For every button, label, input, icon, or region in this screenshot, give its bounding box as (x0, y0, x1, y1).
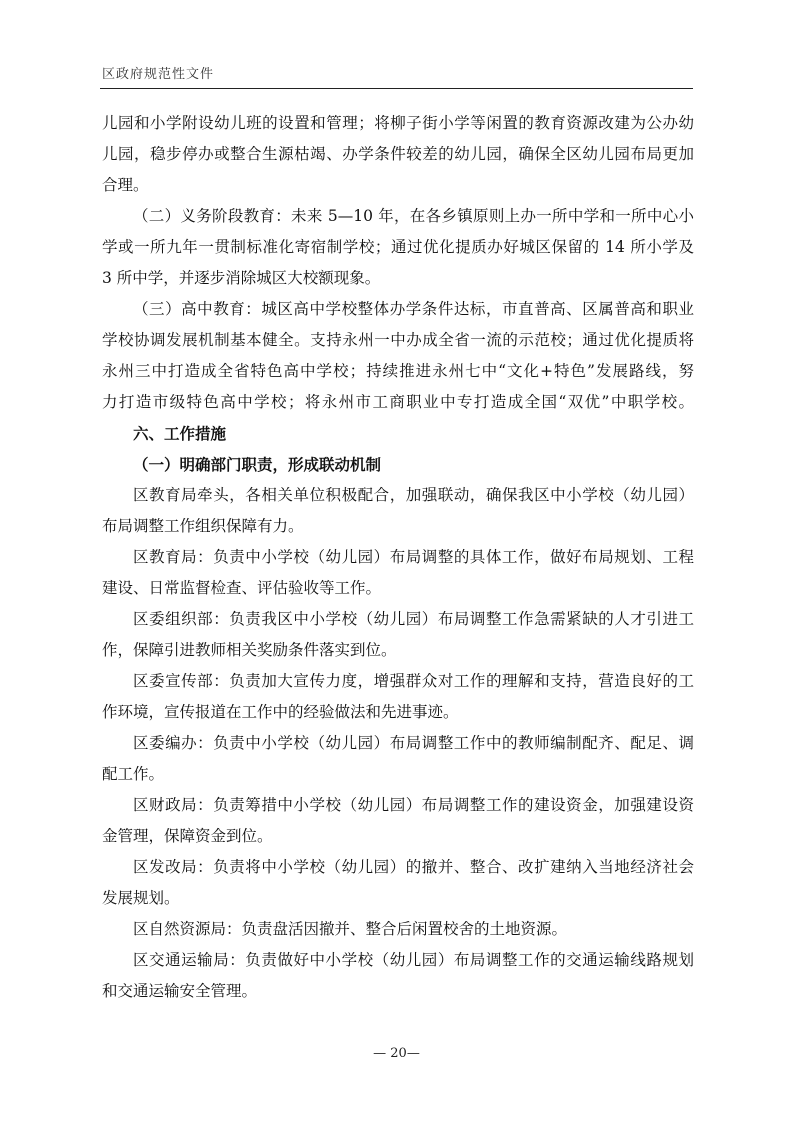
paragraph-line: 力打造市级特色高中学校；将永州市工商职业中专打造成全国“双优”中职学校。 (102, 393, 694, 411)
paragraph-line: 作环境，宣传报道在工作中的经验做法和先进事迹。 (102, 703, 459, 721)
paragraph-line: 区委宣传部：负责加大宣传力度，增强群众对工作的理解和支持，营造良好的工 (133, 672, 694, 690)
paragraph-line: 区发改局：负责将中小学校（幼儿园）的撤并、整合、改扩建纳入当地经济社会 (133, 858, 694, 876)
paragraph-line: 学校协调发展机制基本健全。支持永州一中办成全省一流的示范校；通过优化提质将 (102, 331, 694, 349)
paragraph-line: 区财政局：负责筹措中小学校（幼儿园）布局调整工作的建设资金，加强建设资 (133, 796, 694, 814)
paragraph-line: 区委编办：负责中小学校（幼儿园）布局调整工作中的教师编制配齐、配足、调 (133, 734, 694, 752)
paragraph-line: 建设、日常监督检查、评估验收等工作。 (102, 579, 382, 597)
header-divider (100, 88, 693, 89)
paragraph-line: 和交通运输安全管理。 (102, 982, 258, 1000)
paragraph-line: 区自然资源局：负责盘活因撤并、整合后闲置校舍的土地资源。 (133, 920, 568, 938)
paragraph-line: （二）义务阶段教育：未来 5—10 年，在各乡镇原则上办一所中学和一所中心小 (133, 207, 694, 225)
document-body (102, 108, 694, 1007)
paragraph-line: 金管理，保障资金到位。 (102, 827, 273, 845)
subsection-heading: （一）明确部门职责，形成联动机制 (133, 455, 382, 474)
paragraph-line: 配工作。 (102, 765, 165, 783)
paragraph-line: 永州三中打造成全省特色高中学校；持续推进永州七中“文化+特色”发展路线，努 (102, 362, 694, 380)
paragraph-line: 合理。 (102, 176, 149, 194)
page-number: — 20— (373, 1046, 420, 1061)
paragraph-line: 学或一所九年一贯制标准化寄宿制学校；通过优化提质办好城区保留的 14 所小学及 (102, 238, 694, 256)
paragraph-line: 发展规划。 (102, 889, 180, 907)
paragraph-line: 布局调整工作组织保障有力。 (102, 517, 304, 535)
paragraph-line: 区交通运输局：负责做好中小学校（幼儿园）布局调整工作的交通运输线路规划 (133, 951, 694, 969)
paragraph-line: 区教育局：负责中小学校（幼儿园）布局调整的具体工作，做好布局规划、工程 (133, 548, 694, 566)
paragraph-line: 儿园和小学附设幼儿班的设置和管理；将柳子街小学等闲置的教育资源改建为公办幼 (102, 114, 694, 132)
paragraph-line: 作，保障引进教师相关奖励条件落实到位。 (102, 641, 397, 659)
paragraph-line: 区委组织部：负责我区中小学校（幼儿园）布局调整工作急需紧缺的人才引进工 (133, 610, 694, 628)
paragraph-line: 区教育局牵头，各相关单位积极配合，加强联动，确保我区中小学校（幼儿园） (133, 486, 694, 504)
paragraph-line: 3 所中学，并逐步消除城区大校额现象。 (102, 269, 381, 287)
paragraph-line: （三）高中教育：城区高中学校整体办学条件达标，市直普高、区属普高和职业 (133, 300, 694, 318)
paragraph-line: 儿园，稳步停办或整合生源枯竭、办学条件较差的幼儿园，确保全区幼儿园布局更加 (102, 145, 694, 163)
section-heading: 六、工作措施 (133, 424, 227, 443)
running-header: 区政府规范性文件 (102, 67, 215, 82)
